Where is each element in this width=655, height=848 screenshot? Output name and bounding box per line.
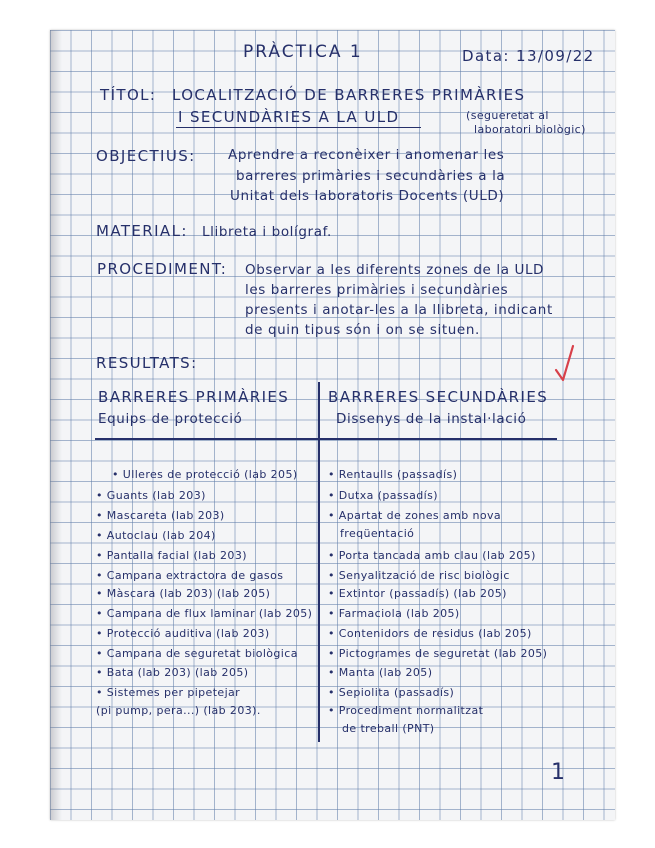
procediment-label: PROCEDIMENT:	[97, 260, 228, 278]
secundaries-item: • Senyalització de risc biològic	[328, 569, 510, 582]
page-number: 1	[551, 760, 566, 785]
primaries-heading: BARRERES PRIMÀRIES	[98, 388, 290, 406]
secundaries-item: • Apartat de zones amb nova	[328, 509, 502, 522]
procediment-line-1: Observar a les diferents zones de la ULD	[245, 262, 545, 278]
titol-line-1: LOCALITZACIÓ DE BARRERES PRIMÀRIES	[172, 86, 526, 104]
secundaries-subheading: Dissenys de la instal·lació	[336, 411, 527, 427]
procediment-line-3: presents i anotar-les a la llibreta, indicant	[245, 302, 553, 318]
secundaries-item: • Manta (lab 205)	[328, 666, 433, 679]
resultats-label: RESULTATS:	[96, 354, 198, 372]
primaries-item: • Sistemes per pipetejar	[96, 686, 241, 699]
secundaries-item: • Contenidors de residus (lab 205)	[328, 627, 532, 640]
titol-note-1: (segueretat al	[466, 109, 549, 122]
titol-underline	[176, 127, 421, 128]
primaries-item: • Guants (lab 203)	[96, 489, 206, 502]
primaries-item: • Campana de flux laminar (lab 205)	[96, 607, 313, 620]
titol-label: TÍTOL:	[100, 86, 157, 104]
secundaries-item: de treball (PNT)	[342, 722, 435, 735]
primaries-item: • Màscara (lab 203) (lab 205)	[96, 587, 271, 600]
material-label: MATERIAL:	[96, 222, 188, 240]
titol-line-2: I SECUNDÀRIES A LA ULD	[178, 108, 400, 126]
objectius-label: OBJECTIUS:	[96, 147, 196, 165]
primaries-subheading: Equips de protecció	[98, 411, 243, 427]
table-column-divider	[318, 382, 320, 742]
secundaries-item: • Pictogrames de seguretat (lab 205)	[328, 647, 548, 660]
primaries-item: • Mascareta (lab 203)	[96, 509, 225, 522]
primaries-item: • Campana de seguretat biològica	[96, 647, 298, 660]
primaries-item: • Campana extractora de gasos	[96, 569, 284, 582]
primaries-item: (pi pump, pera...) (lab 203).	[96, 704, 261, 717]
checkmark-icon	[553, 340, 579, 384]
primaries-item: • Bata (lab 203) (lab 205)	[96, 666, 249, 679]
titol-note-2: laboratori biològic)	[474, 123, 586, 136]
objectius-line-1: Aprendre a reconèixer i anomenar les	[228, 147, 505, 163]
primaries-item: • Protecció auditiva (lab 203)	[96, 627, 270, 640]
secundaries-heading: BARRERES SECUNDÀRIES	[328, 388, 549, 406]
procediment-line-2: les barreres primàries i secundàries	[245, 282, 509, 298]
secundaries-item: • Extintor (passadís) (lab 205)	[328, 587, 507, 600]
primaries-item: • Autoclau (lab 204)	[96, 529, 216, 542]
secundaries-item: • Sepiolita (passadís)	[328, 686, 455, 699]
primaries-item: • Ulleres de protecció (lab 205)	[112, 468, 298, 481]
secundaries-item: • Farmaciola (lab 205)	[328, 607, 460, 620]
page-title: PRÀCTICA 1	[243, 42, 363, 62]
secundaries-item: • Rentaulls (passadís)	[328, 468, 458, 481]
objectius-line-2: barreres primàries i secundàries a la	[236, 168, 506, 184]
table-header-rule	[95, 438, 557, 440]
page-binding-shadow	[50, 30, 62, 820]
procediment-line-4: de quin tipus són i on se situen.	[245, 322, 480, 338]
secundaries-item: • Procediment normalitzat	[328, 704, 484, 717]
objectius-line-3: Unitat dels laboratoris Docents (ULD)	[230, 188, 505, 204]
date: Data: 13/09/22	[462, 47, 595, 65]
secundaries-item: freqüentació	[340, 527, 415, 540]
primaries-item: • Pantalla facial (lab 203)	[96, 549, 247, 562]
material-text: Llibreta i bolígraf.	[202, 224, 332, 240]
secundaries-item: • Dutxa (passadís)	[328, 489, 438, 502]
secundaries-item: • Porta tancada amb clau (lab 205)	[328, 549, 536, 562]
